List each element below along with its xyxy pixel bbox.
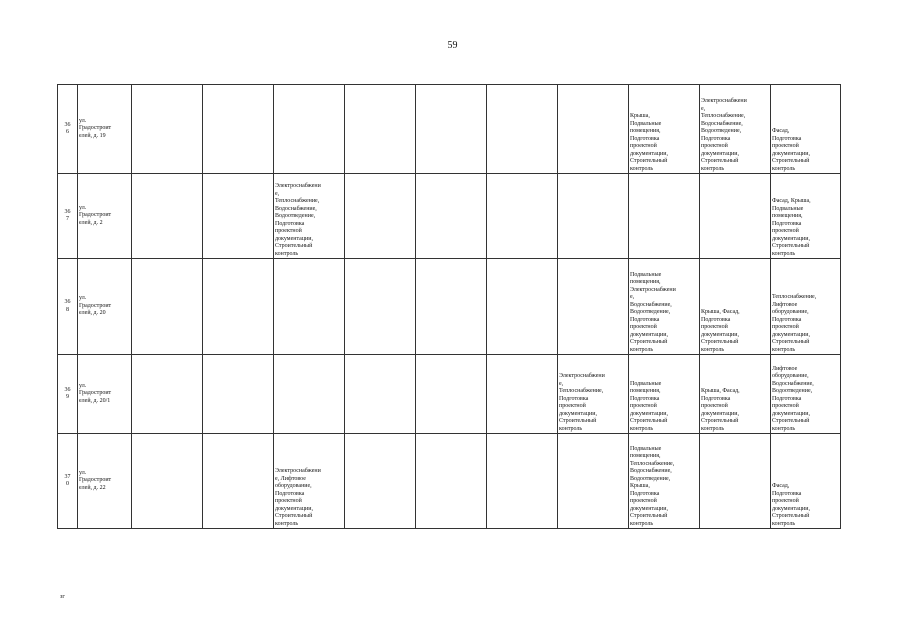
work-type-cell — [274, 85, 345, 174]
work-type-cell — [416, 85, 487, 174]
work-type-cell — [487, 434, 558, 529]
work-type-cell — [203, 355, 274, 434]
work-type-cell — [416, 355, 487, 434]
work-type-cell — [132, 355, 203, 434]
address-cell: ул. Градостроит елей, д. 20/1 — [78, 355, 132, 434]
work-type-cell — [700, 174, 771, 259]
work-type-cell — [345, 434, 416, 529]
work-type-cell — [487, 259, 558, 355]
work-type-cell — [132, 259, 203, 355]
work-type-cell — [487, 355, 558, 434]
work-type-cell — [416, 434, 487, 529]
row-number-cell: 36 7 — [58, 174, 78, 259]
work-type-cell: Фасад, Крыша, Подвальные помещения, Подготовка проектной документации, Строительный контроль — [771, 174, 841, 259]
work-type-cell — [345, 85, 416, 174]
work-type-cell — [345, 174, 416, 259]
work-type-cell — [274, 259, 345, 355]
table-row — [58, 259, 841, 355]
work-type-cell — [132, 174, 203, 259]
work-type-cell: Теплоснабжение, Лифтовое оборудование, Подготовка проектной документации, Строительный контроль — [771, 259, 841, 355]
address-cell: ул. Градостроит елей, д. 20 — [78, 259, 132, 355]
work-type-cell — [558, 174, 629, 259]
work-type-cell: Крыша, Подвальные помещения, Подготовка проектной документации, Строительный контроль — [629, 85, 700, 174]
work-type-cell — [700, 434, 771, 529]
address-cell: ул. Градостроит елей, д. 22 — [78, 434, 132, 529]
work-type-cell: Подвальные помещения, Электроснабжени е, Водоснабжение, Водоотведение, Подготовка проектной документации, Строительный контроль — [629, 259, 700, 355]
table-row — [58, 355, 841, 434]
work-type-cell — [132, 434, 203, 529]
work-type-cell: Крыша, Фасад, Подготовка проектной документации, Строительный контроль — [700, 259, 771, 355]
address-cell: ул. Градостроит елей, д. 2 — [78, 174, 132, 259]
work-type-cell: Крыша, Фасад, Подготовка проектной документации, Строительный контроль — [700, 355, 771, 434]
work-type-cell — [203, 259, 274, 355]
table-row — [58, 174, 841, 259]
table-row — [58, 434, 841, 529]
work-type-cell — [345, 355, 416, 434]
repair-schedule-table — [57, 84, 841, 529]
address-cell: ул. Градостроит елей, д. 19 — [78, 85, 132, 174]
work-type-cell: Подвальные помещения, Подготовка проектной документации, Строительный контроль — [629, 355, 700, 434]
work-type-cell: Электроснабжени е, Теплоснабжение, Подготовка проектной документации, Строительный контроль — [558, 355, 629, 434]
work-type-cell — [558, 259, 629, 355]
work-type-cell — [345, 259, 416, 355]
work-type-cell — [487, 174, 558, 259]
work-type-cell — [629, 174, 700, 259]
row-number-cell: 36 8 — [58, 259, 78, 355]
work-type-cell — [274, 355, 345, 434]
work-type-cell: Электроснабжени е, Теплоснабжение, Водоснабжение, Водоотведение, Подготовка проектной документации, Строительный контроль — [274, 174, 345, 259]
work-type-cell: Электроснабжени е, Лифтовое оборудование, Подготовка проектной документации, Строительный контроль — [274, 434, 345, 529]
work-type-cell: Лифтовое оборудование, Водоснабжение, Водоотведение, Подготовка проектной документации, Строительный контроль — [771, 355, 841, 434]
table-row — [58, 85, 841, 174]
work-type-cell — [203, 434, 274, 529]
work-type-cell — [203, 174, 274, 259]
row-number-cell: 36 9 — [58, 355, 78, 434]
work-type-cell — [203, 85, 274, 174]
work-type-cell — [416, 259, 487, 355]
work-type-cell: Фасад, Подготовка проектной документации, Строительный контроль — [771, 85, 841, 174]
work-type-cell: Подвальные помещения, Теплоснабжение, Водоснабжение, Водоотведение, Крыша, Подготовка проектной документации, Строительный контроль — [629, 434, 700, 529]
work-type-cell: Электроснабжени е, Теплоснабжение, Водоснабжение, Водоотведение, Подготовка проектной документации, Строительный контроль — [700, 85, 771, 174]
row-number-cell: 37 0 — [58, 434, 78, 529]
work-type-cell — [558, 434, 629, 529]
work-type-cell — [416, 174, 487, 259]
row-number-cell: 36 6 — [58, 85, 78, 174]
work-type-cell — [558, 85, 629, 174]
work-type-cell: Фасад, Подготовка проектной документации, Строительный контроль — [771, 434, 841, 529]
work-type-cell — [487, 85, 558, 174]
page-number: 59 — [447, 40, 458, 51]
footer-mark: зг — [60, 594, 65, 600]
work-type-cell — [132, 85, 203, 174]
